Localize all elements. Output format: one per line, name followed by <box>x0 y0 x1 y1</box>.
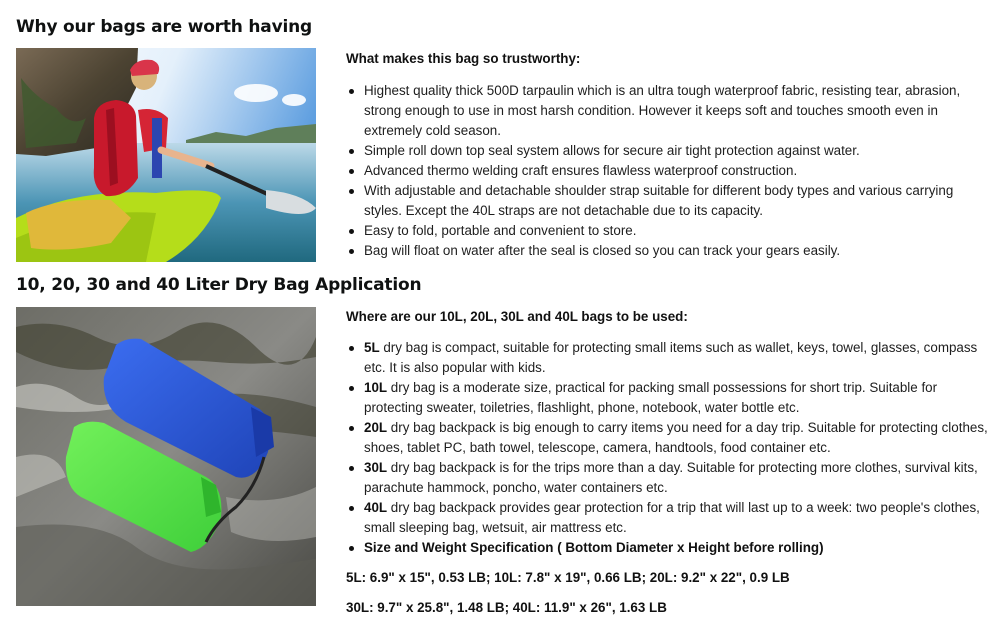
feature-list <box>346 81 991 261</box>
size-usage-text: dry bag is compact, suitable for protecting small items such as wallet, keys, towel, glasses, compass etc. It is also popular with kids. <box>364 340 978 375</box>
spec-line-large-sizes: 30L: 9.7" x 25.8", 1.48 LB; 40L: 11.9" x 26", 1.63 LB <box>346 600 667 615</box>
bullet-icon <box>349 169 354 174</box>
bullet-icon <box>349 386 354 391</box>
size-usage-item <box>346 418 991 458</box>
dry-bags-image-icon <box>16 307 316 606</box>
bullet-icon <box>349 506 354 511</box>
feature-item <box>346 181 991 221</box>
bullet-icon <box>349 426 354 431</box>
feature-text: Advanced thermo welding craft ensures flawless waterproof construction. <box>364 163 798 178</box>
size-usage-item <box>346 498 991 538</box>
bullet-icon <box>349 546 354 551</box>
section-title-dry-bag-application: 10, 20, 30 and 40 Liter Dry Bag Application <box>16 275 422 295</box>
dry-bags-photo <box>16 307 316 606</box>
size-usage-item <box>346 378 991 418</box>
trustworthy-heading: What makes this bag so trustworthy: <box>346 51 581 66</box>
feature-text: With adjustable and detachable shoulder strap suitable for different body types and various carrying styles. Except the 40L straps are not detachable due to its capacity. <box>364 183 954 218</box>
feature-item <box>346 81 991 141</box>
size-label: 30L <box>364 460 388 475</box>
size-label: 5L <box>364 340 380 355</box>
size-usage-item <box>346 338 991 378</box>
feature-item <box>346 141 991 161</box>
feature-text: Easy to fold, portable and convenient to store. <box>364 223 637 238</box>
application-heading: Where are our 10L, 20L, 30L and 40L bags to be used: <box>346 309 688 324</box>
size-usage-text: dry bag backpack is for the trips more than a day. Suitable for protecting more clothes, survival kits, parachute hammock, poncho, water containers etc. <box>364 460 978 495</box>
spec-line-small-sizes: 5L: 6.9" x 15", 0.53 LB; 10L: 7.8" x 19", 0.66 LB; 20L: 9.2" x 22", 0.9 LB <box>346 570 790 585</box>
size-label: 20L <box>364 420 388 435</box>
feature-item <box>346 161 991 181</box>
size-usage-text: dry bag is a moderate size, practical for packing small possessions for short trip. Suitable for protecting sweater, toiletries, flashlight, phone, notebook, water bottle etc. <box>364 380 938 415</box>
bullet-icon <box>349 229 354 234</box>
kayak-photo <box>16 48 316 262</box>
trustworthy-features <box>346 49 991 261</box>
size-usage-text: dry bag backpack provides gear protection for a trip that will last up to a week: two people's clothes, small sleeping bag, wetsuit, air mattress etc. <box>364 500 980 535</box>
feature-item <box>346 241 991 261</box>
size-label: 40L <box>364 500 388 515</box>
kayak-image-icon <box>16 48 316 262</box>
application-details <box>346 307 991 618</box>
spec-heading-item <box>346 538 991 558</box>
spec-heading: Size and Weight Specification ( Bottom Diameter x Height before rolling) <box>364 540 824 555</box>
bullet-icon <box>349 249 354 254</box>
size-label: 10L <box>364 380 388 395</box>
bullet-icon <box>349 466 354 471</box>
size-usage-text: dry bag backpack is big enough to carry items you need for a day trip. Suitable for protecting clothes, shoes, tablet PC, bath towel, telescope, camera, handtools, food container etc. <box>364 420 988 455</box>
bullet-icon <box>349 346 354 351</box>
feature-text: Bag will float on water after the seal is closed so you can track your gears easily. <box>364 243 841 258</box>
feature-item <box>346 221 991 241</box>
section-title-worth-having: Why our bags are worth having <box>16 17 312 37</box>
bullet-icon <box>349 189 354 194</box>
feature-text: Highest quality thick 500D tarpaulin which is an ultra tough waterproof fabric, resisting tear, abrasion, strong enough to use in most harsh condition. However it keeps soft and touches smooth even in extremely cold season. <box>364 83 961 138</box>
size-usage-item <box>346 458 991 498</box>
feature-text: Simple roll down top seal system allows for secure air tight protection against water. <box>364 143 860 158</box>
bullet-icon <box>349 149 354 154</box>
bullet-icon <box>349 89 354 94</box>
size-usage-list <box>346 338 991 558</box>
